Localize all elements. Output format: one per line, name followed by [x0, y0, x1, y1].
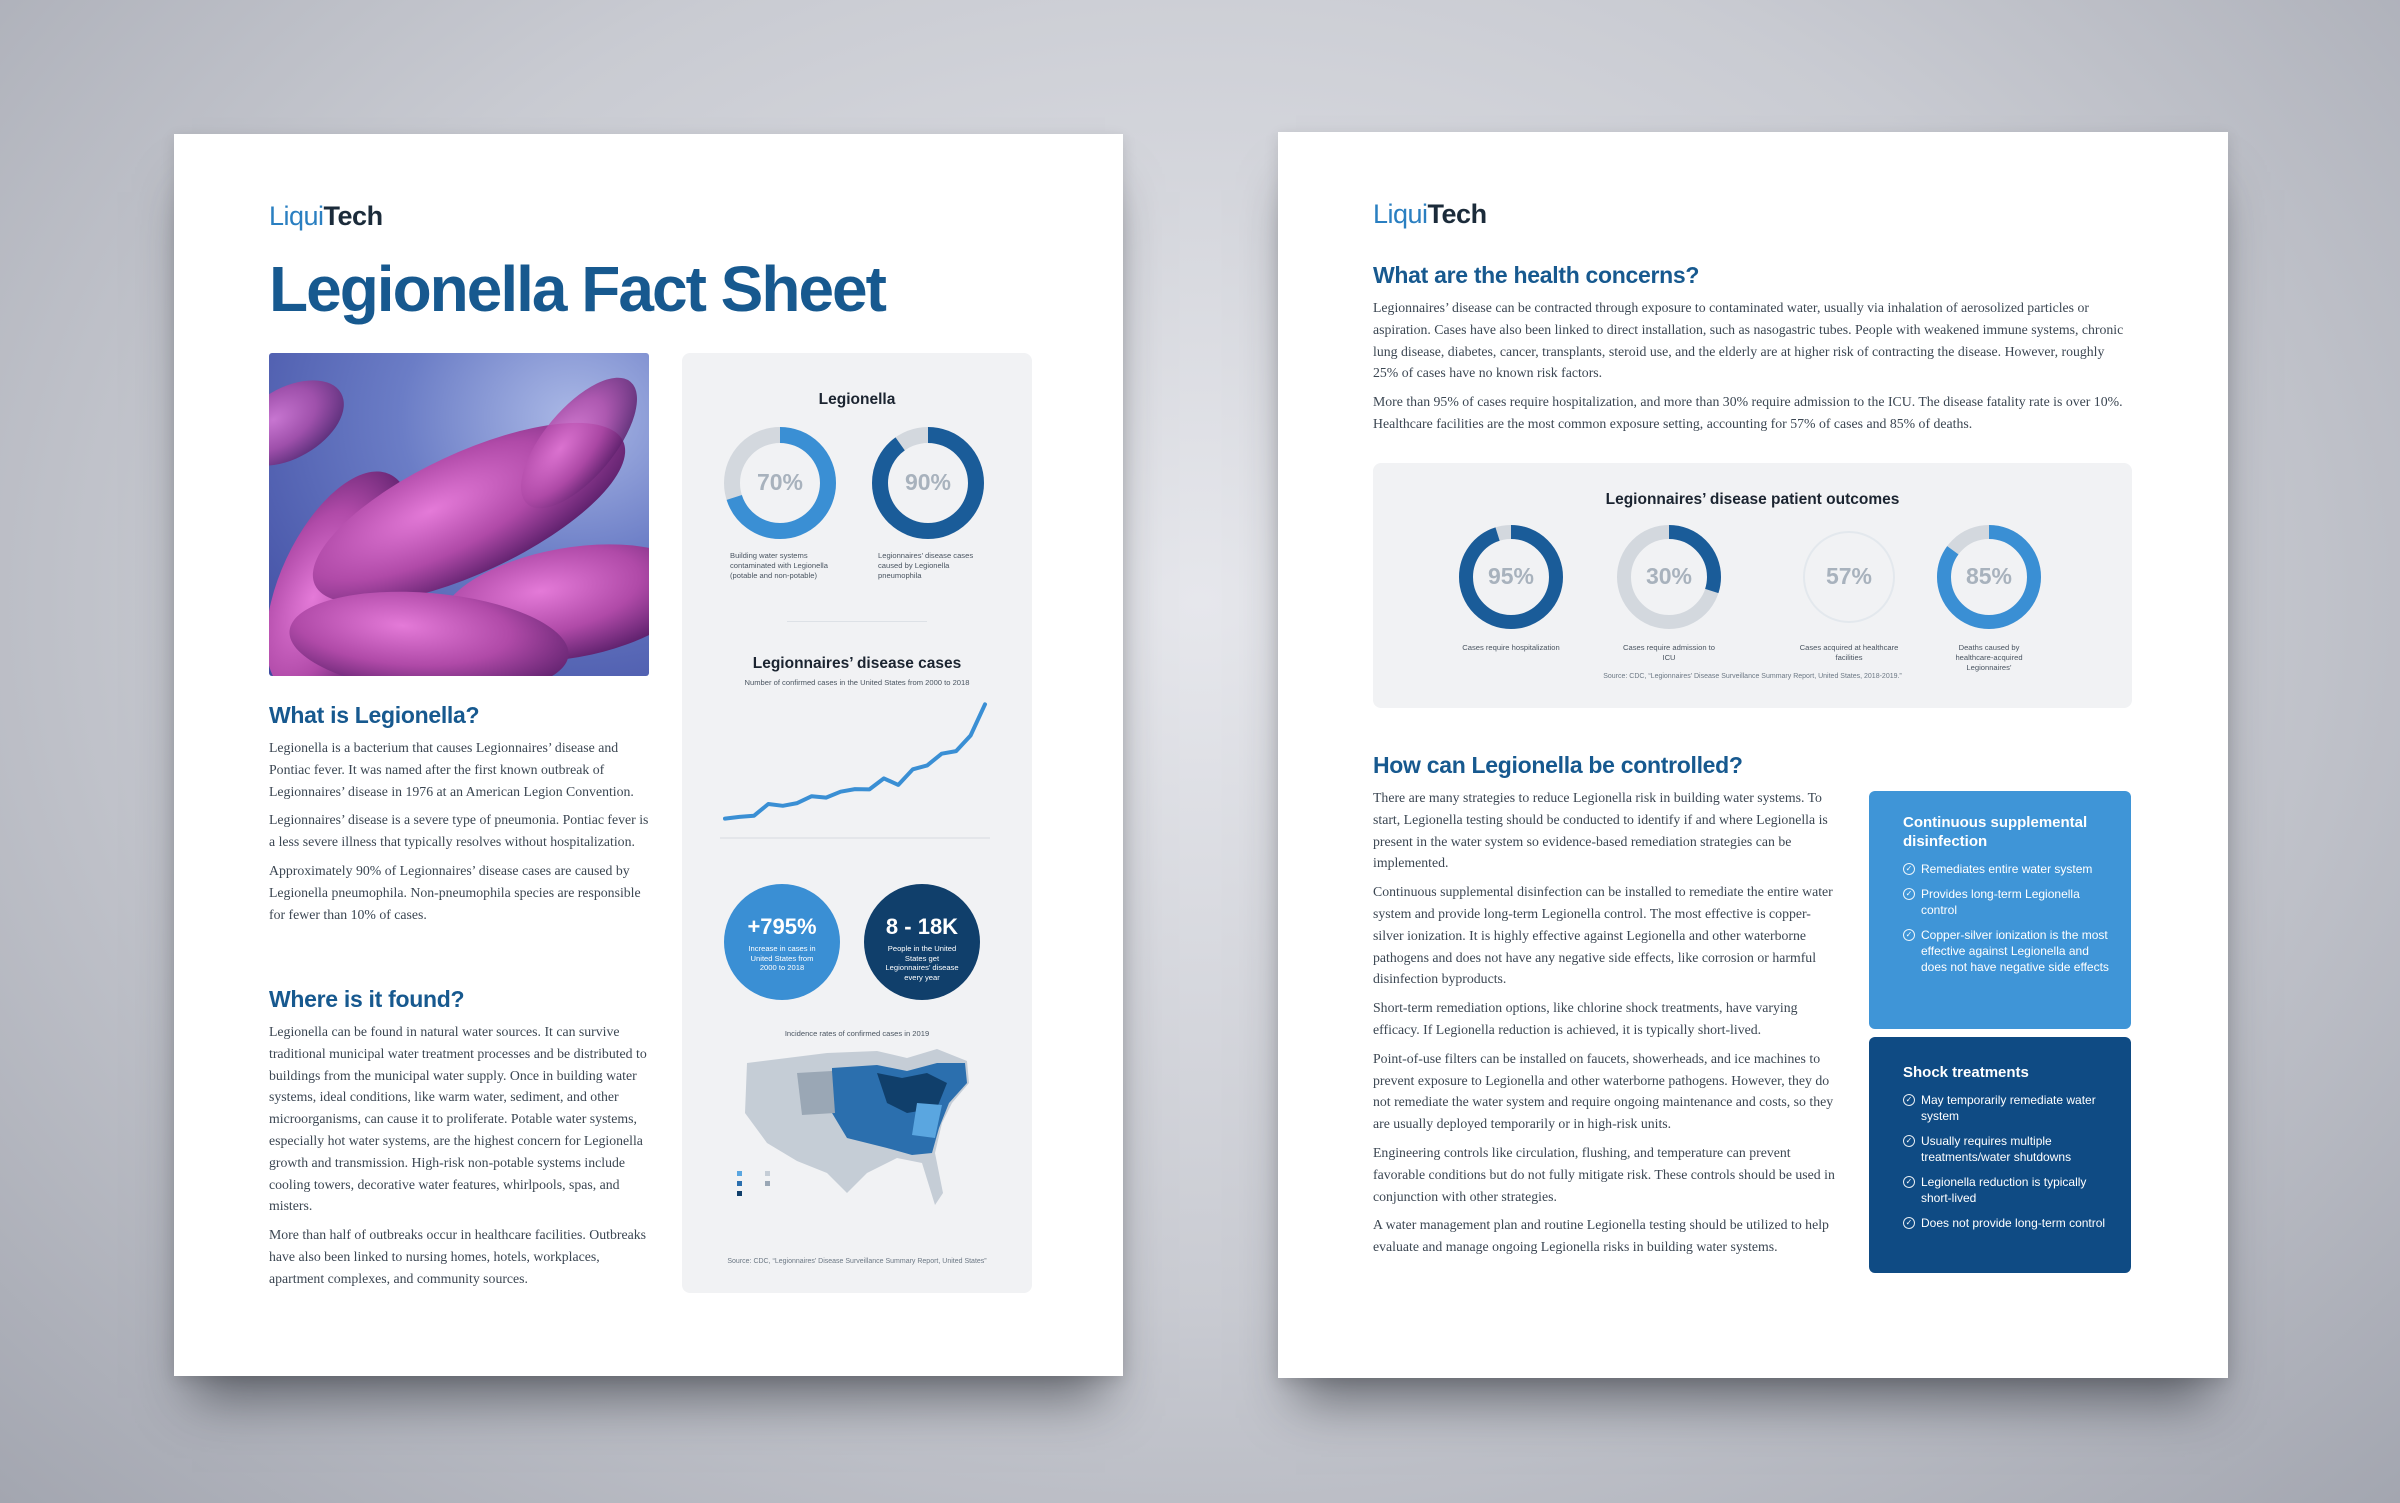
list-item: ✓ Usually requires multiple treatments/water shutdowns: [1903, 1133, 2111, 1165]
ring-70-value: 70%: [756, 469, 804, 495]
outcome-value: 57%: [1825, 563, 1873, 589]
check-circle-icon: ✓: [1903, 1094, 1915, 1106]
check-circle-icon: ✓: [1903, 1176, 1915, 1188]
paragraph: Legionnaires’ disease can be contracted through exposure to contaminated water, usually via inhalation of aerosolized particles or aspiration. Cases have also been linked to direct installation, such as nasogastric tubes. People with weakened immune systems, chronic lung disease, diabetes, cancer, transplants, steroid use, and the elderly are at higher risk of contracting the disease. However, roughly 25% of cases have no known risk factors.: [1373, 300, 2124, 381]
outcomes-source: Source: CDC, “Legionnaires’ Disease Surveillance Summary Report, United States, 2018-2019.”: [1603, 673, 1902, 680]
source-note: Source: CDC, “Legionnaires’ Disease Surveillance Summary Report, United States”: [727, 1258, 987, 1265]
shock-treatments-box: [1869, 1037, 2131, 1273]
liquitech-logo: LiquiTech: [1373, 199, 1487, 229]
paragraph: Short-term remediation options, like chlorine shock treatments, have varying efficacy. If Legionella reduction is achieved, it is typically short-lived.: [1373, 1000, 1798, 1037]
list-item: ✓ Provides long-term Legionella control: [1903, 886, 2111, 918]
increase-caption: Increase in cases in United States from 2000 to 2018: [748, 944, 816, 972]
divider: [787, 621, 927, 622]
outcome-value: 30%: [1645, 563, 1693, 589]
list-item: ✓ Does not provide long-term control: [1903, 1215, 2111, 1231]
what-is-legionella-heading: What is Legionella?: [269, 702, 480, 728]
cases-chart-title: Legionnaires’ disease cases: [752, 655, 962, 672]
paragraph: Approximately 90% of Legionnaires’ disease cases are caused by Legionella pneumophila. Non-pneumophila species are responsible for fewer than 10% of cases.: [269, 862, 641, 922]
bacteria-illustration: [269, 353, 649, 676]
check-circle-icon: ✓: [1903, 929, 1915, 941]
legionella-bacteria-photo: [269, 353, 649, 676]
outcome-value: 95%: [1487, 563, 1535, 589]
legend-swatch: [737, 1171, 742, 1176]
paragraph: Legionella is a bacterium that causes Legionnaires’ disease and Pontiac fever. It was named after the first known outbreak of Legionnaires’ disease in 1976 at an American Legion Convention.: [269, 740, 634, 799]
paragraph: A water management plan and routine Legionella testing should be utilized to help evaluate and manage ongoing Legionella risks in building water systems.: [1373, 1217, 1829, 1255]
paragraph: Legionella can be found in natural water sources. It can survive traditional municipal water treatment processes and be distributed to buildings from the municipal water supply. Once in building water systems, ideal conditions, like warm water, sediment, and other microorganisms, can cause it to proliferate. Potable water systems, especially hot water systems, are the highest concern for Legionella growth and transmission. High-risk non-potable systems include cooling towers, decorative water features, whirlpools, spas, and misters.: [269, 1024, 647, 1214]
people-caption: People in the United States get Legionnaires’ disease every year: [885, 944, 959, 982]
health-concerns-heading: What are the health concerns?: [1373, 262, 1700, 288]
paragraph: Engineering controls like circulation, flushing, and temperature can prevent favorable conditions but do not fully mitigate risk. These controls should be used in conjunction with other strategies.: [1373, 1144, 1835, 1204]
ring-90-caption: Legionnaires’ disease cases caused by Legionella pneumophila: [878, 551, 974, 580]
legend-swatch: [737, 1191, 742, 1196]
outcome-caption: Cases require hospitalization: [1462, 643, 1560, 652]
paragraph: Legionnaires’ disease is a severe type of pneumonia. Pontiac fever is a less severe illness that typically resolves without hospitalization.: [269, 812, 649, 850]
paragraph: More than half of outbreaks occur in healthcare facilities. Outbreaks have also been linked to nursing homes, hotels, workplaces, apartment complexes, and community sources.: [269, 1227, 646, 1286]
check-circle-icon: ✓: [1903, 863, 1915, 875]
box-list: [1903, 861, 2111, 975]
page-1: [174, 134, 1123, 1376]
box-heading: Shock treatments: [1903, 1064, 2029, 1081]
where-is-it-found-heading: Where is it found?: [269, 986, 465, 1012]
check-circle-icon: ✓: [1903, 888, 1915, 900]
paragraph: There are many strategies to reduce Legionella risk in building water systems. To start, Legionella testing should be conducted to identify if and where Legionella is present in the water system so evidence-based remediation strategies can be implemented.: [1373, 790, 1828, 871]
page-title: Legionella Fact Sheet: [269, 253, 885, 325]
legend-swatch: [765, 1171, 770, 1176]
paragraph: More than 95% of cases require hospitalization, and more than 30% require admission to the ICU. The disease fatality rate is over 10%. Healthcare facilities are the most common exposure setting, accounting for 57% of cases and 85% of deaths.: [1373, 394, 2123, 431]
legend-swatch: [737, 1181, 742, 1186]
increase-bubble: [724, 884, 840, 1000]
us-map-west: [797, 1071, 835, 1115]
ring-90-value: 90%: [904, 469, 952, 495]
continuous-disinfection-box: [1869, 791, 2131, 1029]
page-2: [1278, 132, 2228, 1378]
increase-value: +795%: [747, 914, 817, 939]
map-title: Incidence rates of confirmed cases in 2019: [784, 1029, 930, 1038]
health-concerns-text: [1373, 297, 2133, 442]
outcome-caption: Cases require admission to ICU: [1622, 643, 1715, 662]
outcomes-title: Legionnaires’ disease patient outcomes: [1605, 491, 1900, 508]
box-list: [1903, 1092, 2111, 1231]
ring-70-caption: Building water systems contaminated with Legionella (potable and non-potable): [730, 551, 828, 580]
outcome-caption: Deaths caused by healthcare-acquired Legionnaires’: [1955, 643, 2023, 672]
where-is-it-found-text: [269, 1021, 654, 1297]
paragraph: Point-of-use filters can be installed on faucets, showerheads, and ice machines to prevent exposure to Legionella and other waterborne pathogens. However, they do not remediate the water system and require ongoing maintenance and costs, so they are usually deployed temporarily or in high-risk units.: [1373, 1050, 1834, 1132]
patient-outcomes-panel: [1373, 463, 2132, 708]
legend-swatch: [765, 1181, 770, 1186]
check-circle-icon: ✓: [1903, 1135, 1915, 1147]
cases-chart-subtitle: Number of confirmed cases in the United States from 2000 to 2018: [744, 678, 970, 687]
infographic-panel: [682, 353, 1032, 1293]
list-item: ✓ Copper-silver ionization is the most effective against Legionella and does not have negative side effects: [1903, 927, 2111, 975]
controlled-heading: How can Legionella be controlled?: [1373, 752, 1743, 778]
list-item: ✓ Remediates entire water system: [1903, 861, 2111, 877]
cases-line-chart: [720, 698, 990, 848]
legionella-chart-title: Legionella: [818, 391, 896, 408]
what-is-legionella-text: [269, 737, 654, 932]
people-bubble: [864, 884, 980, 1000]
people-value: 8 - 18K: [885, 914, 959, 939]
controlled-text: [1373, 787, 1838, 1265]
outcome-caption: Cases acquired at healthcare facilities: [1799, 643, 1899, 662]
outcome-value: 85%: [1965, 563, 2013, 589]
check-circle-icon: ✓: [1903, 1217, 1915, 1229]
paragraph: Continuous supplemental disinfection can be installed to remediate the entire water system and provide long-term Legionella control. The most effective is copper-silver ionization. It is highly effective against Legionella and other waterborne pathogens and does not have any negative side effects, like corrosion or harmful disinfection byproducts.: [1373, 884, 1833, 987]
us-incidence-map: [737, 1043, 987, 1213]
cases-line: [725, 704, 985, 818]
list-item: ✓ Legionella reduction is typically short-lived: [1903, 1174, 2111, 1206]
list-item: ✓ May temporarily remediate water system: [1903, 1092, 2111, 1124]
liquitech-logo: LiquiTech: [269, 201, 383, 231]
box-heading: Continuous supplemental disinfection: [1903, 814, 2088, 850]
